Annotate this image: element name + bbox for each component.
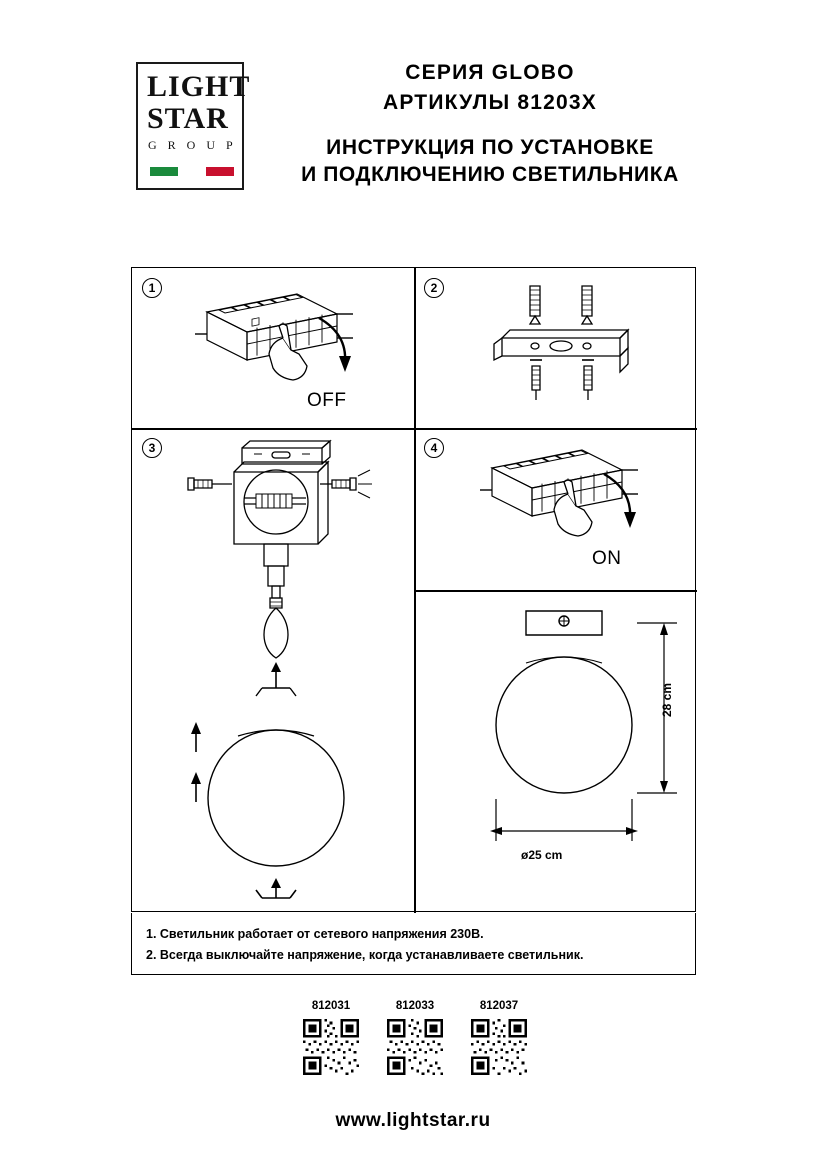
step3-assembly-illustration xyxy=(172,436,417,906)
step4-breaker-illustration xyxy=(472,438,687,558)
qr-code-icon-2 xyxy=(387,1019,443,1075)
qr-item-3 xyxy=(468,1000,530,1075)
note-1: 1. Светильник работает от сетевого напряжения 230В. xyxy=(146,927,484,941)
logo-line-3: G R O U P xyxy=(148,138,237,152)
instruction-title-line1: ИНСТРУКЦИЯ ПО УСТАНОВКЕ xyxy=(326,136,654,159)
italian-flag-icon xyxy=(150,167,234,176)
height-dimension-label: 28 cm xyxy=(660,683,674,718)
logo-line-1: LIGHT xyxy=(147,70,251,103)
instruction-title-line2: И ПОДКЛЮЧЕНИЮ СВЕТИЛЬНИКА xyxy=(301,163,679,186)
frame-horizontal-divider-right xyxy=(414,590,697,592)
installation-diagram-frame xyxy=(131,267,696,912)
step-number-2: 2 xyxy=(424,278,444,298)
website-footer: www.lightstar.ru xyxy=(335,1110,491,1131)
qr-item-1 xyxy=(300,1000,362,1075)
qr-code-row xyxy=(300,1000,530,1075)
header-text-block xyxy=(260,58,720,188)
page-header xyxy=(0,0,826,220)
step4-on-label: ON xyxy=(592,548,622,569)
brand-logo xyxy=(136,62,251,190)
frame-horizontal-divider-top xyxy=(132,428,697,430)
step-number-1: 1 xyxy=(142,278,162,298)
step1-off-label: OFF xyxy=(307,390,347,411)
notes-box xyxy=(131,913,696,975)
product-articles: АРТИКУЛЫ 81203X xyxy=(383,91,597,114)
step-number-3: 3 xyxy=(142,438,162,458)
step2-bracket-illustration xyxy=(474,282,649,412)
qr-label-2: 812033 xyxy=(395,1000,435,1012)
step-number-4: 4 xyxy=(424,438,444,458)
qr-item-2 xyxy=(384,1000,446,1075)
qr-code-icon-3 xyxy=(471,1019,527,1075)
qr-label-1: 812031 xyxy=(311,1000,351,1012)
qr-code-icon-1 xyxy=(303,1019,359,1075)
diameter-dimension-label: ø25 cm xyxy=(521,848,563,862)
logo-line-2: STAR xyxy=(147,102,229,135)
product-series: СЕРИЯ GLOBO xyxy=(405,61,575,84)
qr-label-3: 812037 xyxy=(479,1000,519,1012)
dimension-drawing xyxy=(432,603,692,883)
step1-breaker-illustration xyxy=(187,282,402,402)
note-2: 2. Всегда выключайте напряжение, когда устанавливаете светильник. xyxy=(146,948,584,962)
